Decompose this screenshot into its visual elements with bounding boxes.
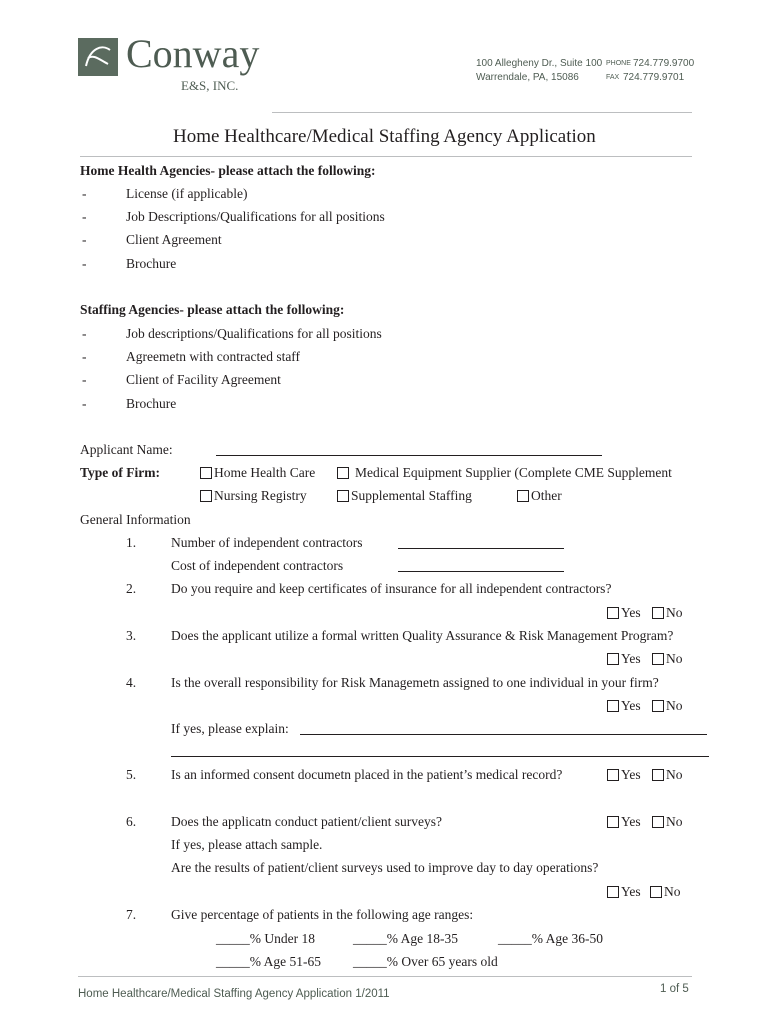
no-option[interactable] — [650, 884, 681, 900]
yes-option[interactable] — [607, 884, 641, 900]
question-6b: Are the results of patient/client surveys used to improve day to day operations? — [171, 860, 599, 875]
no-label: No — [666, 767, 683, 782]
firm-option-supplemental-staffing[interactable] — [337, 488, 472, 504]
explain-field-line-2[interactable] — [171, 756, 709, 757]
dash: - — [82, 256, 87, 271]
contractors-number-field[interactable] — [398, 548, 564, 549]
staffing-item: Agreemetn with contracted staff — [126, 349, 301, 364]
checkbox[interactable] — [652, 653, 664, 665]
dash: - — [82, 349, 87, 364]
applicant-name-field[interactable] — [216, 455, 602, 456]
yes-option[interactable] — [607, 698, 641, 714]
checkbox[interactable] — [607, 886, 619, 898]
checkbox[interactable] — [607, 816, 619, 828]
option-label: Medical Equipment Supplier (Complete CME Supplement — [355, 465, 672, 480]
yes-option[interactable] — [607, 605, 641, 621]
footer-form-name: Home Healthcare/Medical Staffing Agency Application 1/2011 — [78, 988, 390, 1000]
option-label: Other — [531, 488, 562, 503]
age-range-under-18[interactable]: _____% Under 18 — [216, 931, 315, 946]
company-sub: E&S, INC. — [181, 78, 239, 93]
firm-option-medical-equipment[interactable] — [337, 465, 672, 481]
checkbox[interactable] — [652, 816, 664, 828]
question-number: 2. — [126, 581, 137, 596]
yes-label: Yes — [621, 698, 641, 713]
checkbox[interactable] — [200, 467, 212, 479]
question-number: 6. — [126, 814, 137, 829]
question-3: Does the applicant utilize a formal written Quality Assurance & Risk Management Program? — [171, 628, 674, 643]
checkbox[interactable] — [337, 467, 349, 479]
no-option[interactable] — [652, 767, 683, 783]
checkbox[interactable] — [652, 607, 664, 619]
checkbox[interactable] — [607, 653, 619, 665]
question-7: Give percentage of patients in the following age ranges: — [171, 907, 474, 922]
company-logo — [78, 38, 118, 76]
title-divider — [80, 156, 692, 157]
checkbox[interactable] — [607, 607, 619, 619]
checkbox[interactable] — [200, 490, 212, 502]
question-6: Does the applicatn conduct patient/client surveys? — [171, 814, 443, 829]
checkbox[interactable] — [607, 769, 619, 781]
no-label: No — [664, 884, 681, 899]
no-option[interactable] — [652, 651, 683, 667]
dash: - — [82, 209, 87, 224]
no-option[interactable] — [652, 698, 683, 714]
checkbox[interactable] — [517, 490, 529, 502]
yes-option[interactable] — [607, 651, 641, 667]
firm-option-nursing-registry[interactable] — [200, 488, 307, 504]
company-name: Conway — [126, 31, 260, 76]
footer-divider — [78, 976, 692, 977]
question-1a: Number of independent contractors — [171, 535, 363, 550]
checkbox[interactable] — [650, 886, 662, 898]
home-health-item: License (if applicable) — [126, 186, 248, 201]
no-label: No — [666, 651, 683, 666]
no-label: No — [666, 698, 683, 713]
home-health-heading: Home Health Agencies- please attach the following: — [80, 163, 376, 178]
yes-label: Yes — [621, 767, 641, 782]
question-2: Do you require and keep certificates of insurance for all independent contractors? — [171, 581, 612, 596]
dash: - — [82, 372, 87, 387]
checkbox[interactable] — [607, 700, 619, 712]
no-label: No — [666, 814, 683, 829]
type-of-firm-label: Type of Firm: — [80, 465, 160, 480]
header-divider — [272, 112, 692, 113]
staffing-item: Client of Facility Agreement — [126, 372, 281, 387]
staffing-item: Job descriptions/Qualifications for all positions — [126, 326, 382, 341]
question-number: 7. — [126, 907, 137, 922]
dash: - — [82, 326, 87, 341]
question-number: 1. — [126, 535, 137, 550]
option-label: Home Health Care — [214, 465, 316, 480]
question-number: 3. — [126, 628, 137, 643]
address-line-1: 100 Allegheny Dr., Suite 100 — [476, 58, 603, 69]
question-5: Is an informed consent documetn placed in the patient’s medical record? — [171, 767, 563, 782]
age-range-51-65[interactable]: _____% Age 51-65 — [216, 954, 321, 969]
yes-label: Yes — [621, 884, 641, 899]
checkbox[interactable] — [652, 769, 664, 781]
home-health-item: Client Agreement — [126, 232, 222, 247]
no-label: No — [666, 605, 683, 620]
age-range-36-50[interactable]: _____% Age 36-50 — [498, 931, 603, 946]
option-label: Nursing Registry — [214, 488, 307, 503]
staffing-heading: Staffing Agencies- please attach the following: — [80, 302, 345, 317]
option-label: Supplemental Staffing — [351, 488, 472, 503]
yes-label: Yes — [621, 814, 641, 829]
checkbox[interactable] — [652, 700, 664, 712]
page-title: Home Healthcare/Medical Staffing Agency Application — [173, 126, 596, 147]
no-option[interactable] — [652, 605, 683, 621]
age-range-18-35[interactable]: _____% Age 18-35 — [353, 931, 458, 946]
phone-label: PHONE — [606, 60, 631, 67]
yes-option[interactable] — [607, 814, 641, 830]
yes-label: Yes — [621, 651, 641, 666]
address-line-2: Warrendale, PA, 15086 — [476, 72, 579, 83]
home-health-item: Brochure — [126, 256, 177, 271]
logo-mark-icon — [78, 38, 118, 76]
question-6-attach-note: If yes, please attach sample. — [171, 837, 323, 852]
yes-label: Yes — [621, 605, 641, 620]
dash: - — [82, 186, 87, 201]
no-option[interactable] — [652, 814, 683, 830]
yes-option[interactable] — [607, 767, 641, 783]
question-1b: Cost of independent contractors — [171, 558, 344, 573]
dash: - — [82, 396, 87, 411]
firm-option-other[interactable] — [517, 488, 562, 504]
fax-number: 724.779.9701 — [623, 72, 685, 83]
phone-number: 724.779.9700 — [633, 58, 695, 69]
age-range-over-65[interactable]: _____% Over 65 years old — [353, 954, 498, 969]
firm-option-home-health[interactable] — [200, 465, 315, 481]
explain-field-line-1[interactable] — [300, 734, 707, 735]
contractors-cost-field[interactable] — [398, 571, 564, 572]
general-information-heading: General Information — [80, 512, 191, 527]
home-health-item: Job Descriptions/Qualifications for all positions — [126, 209, 385, 224]
question-number: 5. — [126, 767, 137, 782]
dash: - — [82, 232, 87, 247]
applicant-name-label: Applicant Name: — [80, 442, 173, 457]
fax-label: FAX — [606, 74, 620, 81]
checkbox[interactable] — [337, 490, 349, 502]
question-number: 4. — [126, 675, 137, 690]
question-4-explain-label: If yes, please explain: — [171, 721, 289, 736]
staffing-item: Brochure — [126, 396, 177, 411]
question-4: Is the overall responsibility for Risk Managemetn assigned to one individual in your firm? — [171, 675, 659, 690]
page-number: 1 of 5 — [660, 983, 689, 995]
